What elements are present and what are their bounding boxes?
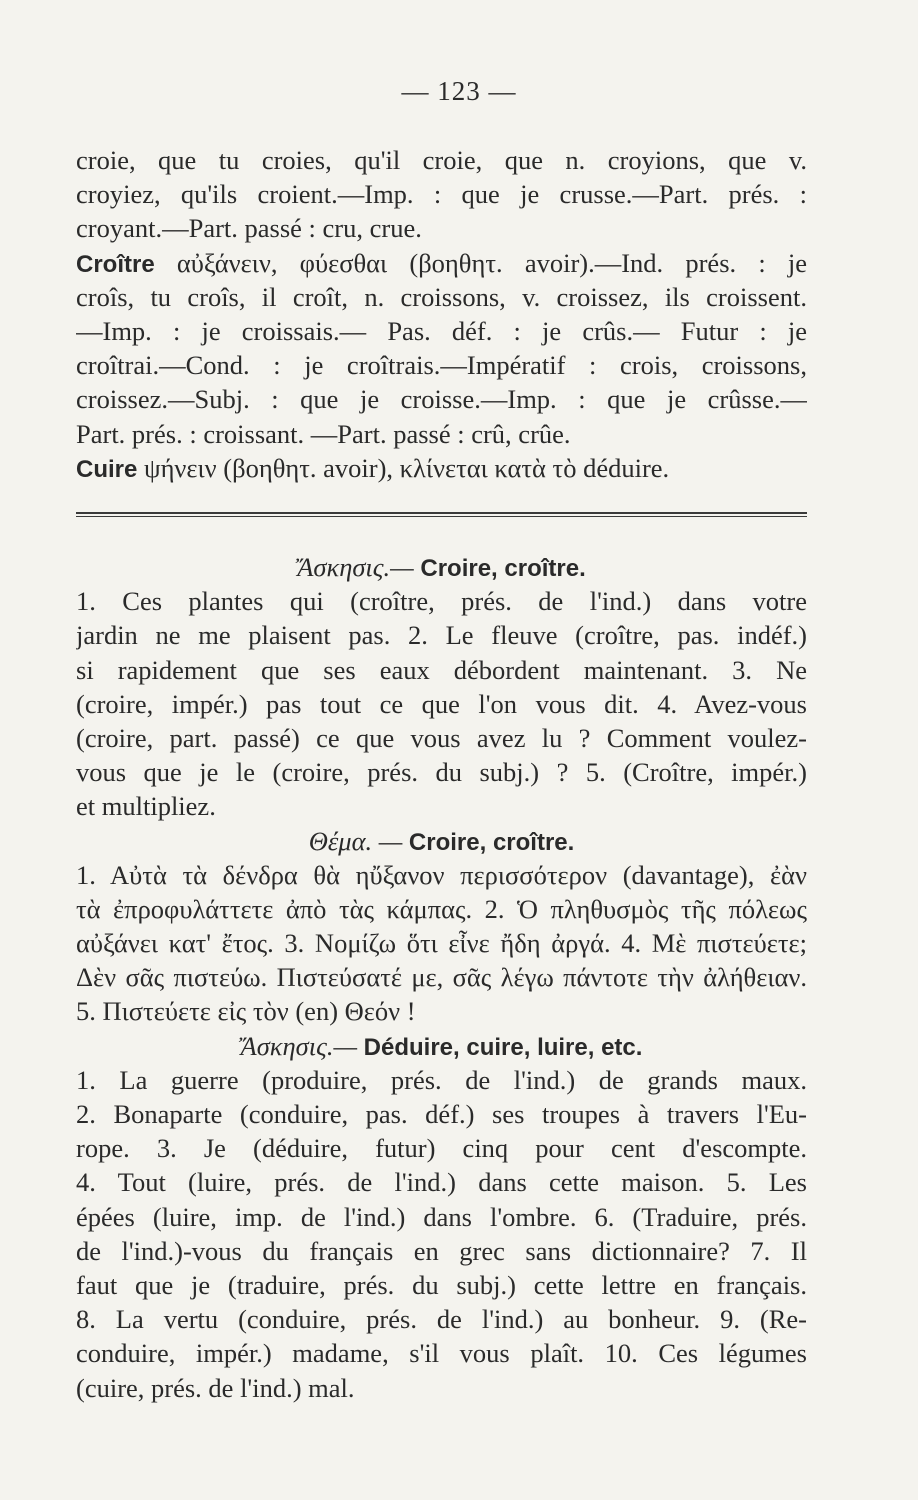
cuire-entry-line [76, 451, 807, 485]
section-heading: Croire, croître. [408, 828, 575, 856]
text-line: et multipliez. [76, 791, 216, 822]
text-line: (croire, part. passé) ce que vous avez lu ? Comment voulez- [76, 722, 807, 753]
text-line: si rapidement que ses eaux débordent maintenant. 3. Ne [76, 654, 807, 685]
text-line: de l'ind.)-vous du français en grec sans dictionnaire? 7. Il [76, 1235, 807, 1266]
text-line: croîtrai.—Cond. : je croîtrais.—Impératif : crois, croissons, [76, 350, 807, 381]
text-line: faut que je (traduire, prés. du subj.) cette lettre en français. [76, 1269, 807, 1300]
croitre-entry-first-line [76, 246, 807, 280]
text-line: 5. Πιστεύετε εἰς τὸν (en) Θεόν ! [76, 996, 416, 1027]
text-line: 1. Ces plantes qui (croître, prés. de l'ind.) dans votre [76, 586, 807, 617]
text-line: (cuire, prés. de l'ind.) mal. [76, 1372, 355, 1403]
text-line: τὰ ἐπροφυλάττετε ἀπὸ τὰς κάμπας. 2. Ὁ πληθυσμὸς τῆς πόλεως [76, 893, 807, 924]
theme-title [76, 824, 807, 858]
section-divider [76, 512, 807, 514]
text-line: (croire, impér.) pas tout ce que l'on vous dit. 4. Avez-vous [76, 688, 807, 719]
headword-cuire: Cuire [76, 455, 138, 483]
text-line: croyant.—Part. passé : cru, crue. [76, 213, 422, 244]
greek-label: Ἄσκησις.— [240, 1030, 358, 1061]
croitre-entry-text: αὐξάνειν, φύεσθαι (βοηθητ. avoir).—Ind. prés. : je [176, 247, 807, 278]
cuire-entry-text: ψήνειν (βοηθητ. avoir), κλίνεται κατὰ τὸ déduire. [143, 452, 670, 483]
text-line: vous que je le (croire, prés. du subj.) ? 5. (Croître, impér.) [76, 757, 807, 788]
page-number: — 123 — [401, 76, 517, 106]
conjugation-block [76, 143, 807, 485]
text-line: 1. Αὐτὰ τὰ δένδρα θὰ ηὔξανον περισσότερον (davantage), ἐὰν [76, 859, 807, 890]
text-line: jardin ne me plaisent pas. 2. Le fleuve (croître, pas. indéf.) [76, 620, 807, 651]
text-line: 8. La vertu (conduire, prés. de l'ind.) au bonheur. 9. (Re- [76, 1304, 807, 1335]
text-line: 2. Bonaparte (conduire, pas. déf.) ses troupes à travers l'Eu- [76, 1099, 807, 1129]
text-line: Δὲν σᾶς πιστεύω. Πιστεύσατέ με, σᾶς λέγω πάντοτε τὴν ἀλήθειαν. [76, 962, 807, 993]
text-line: αὐξάνει κατ' ἔτος. 3. Νομίζω ὅτι εἶνε ἤδη ἀργά. 4. Μὲ πιστεύετε; [76, 928, 807, 959]
text-line: 1. La guerre (produire, prés. de l'ind.) de grands maux. [76, 1064, 807, 1095]
text-line: croissez.—Subj. : que je croisse.—Imp. : que je crûsse.— [76, 384, 807, 415]
text-line: croie, que tu croies, qu'il croie, que n. croyions, que v. [76, 145, 807, 175]
section-divider-thin [76, 516, 807, 517]
text-line: —Imp. : je croissais.— Pas. déf. : je crûs.— Futur : je [76, 315, 807, 346]
text-line: croîs, tu croîs, il croît, n. croissons, v. croissez, ils croissent. [76, 281, 807, 312]
text-line: épées (luire, imp. de l'ind.) dans l'ombre. 6. (Traduire, prés. [76, 1201, 807, 1232]
greek-label: Ἄσκησις.— [297, 552, 414, 582]
exercise-title [76, 1029, 807, 1063]
text-line: croyiez, qu'ils croient.—Imp. : que je crusse.—Part. prés. : [76, 179, 807, 210]
exercise-croire-croitre [76, 550, 807, 1405]
text-line: rope. 3. Je (déduire, futur) cinq pour cent d'escompte. [76, 1133, 807, 1164]
section-heading: Croire, croître. [420, 555, 586, 582]
headword-croitre: Croître [76, 250, 155, 278]
section-heading: Déduire, cuire, luire, etc. [363, 1033, 643, 1061]
text-line: 4. Tout (luire, prés. de l'ind.) dans cette maison. 5. Les [76, 1167, 807, 1198]
text-line: Part. prés. : croissant. —Part. passé : crû, crûe. [76, 418, 571, 449]
exercise-title [76, 550, 807, 584]
text-line: conduire, impér.) madame, s'il vous plaît. 10. Ces légumes [76, 1338, 807, 1369]
greek-label: Θέμα. — [308, 825, 403, 856]
